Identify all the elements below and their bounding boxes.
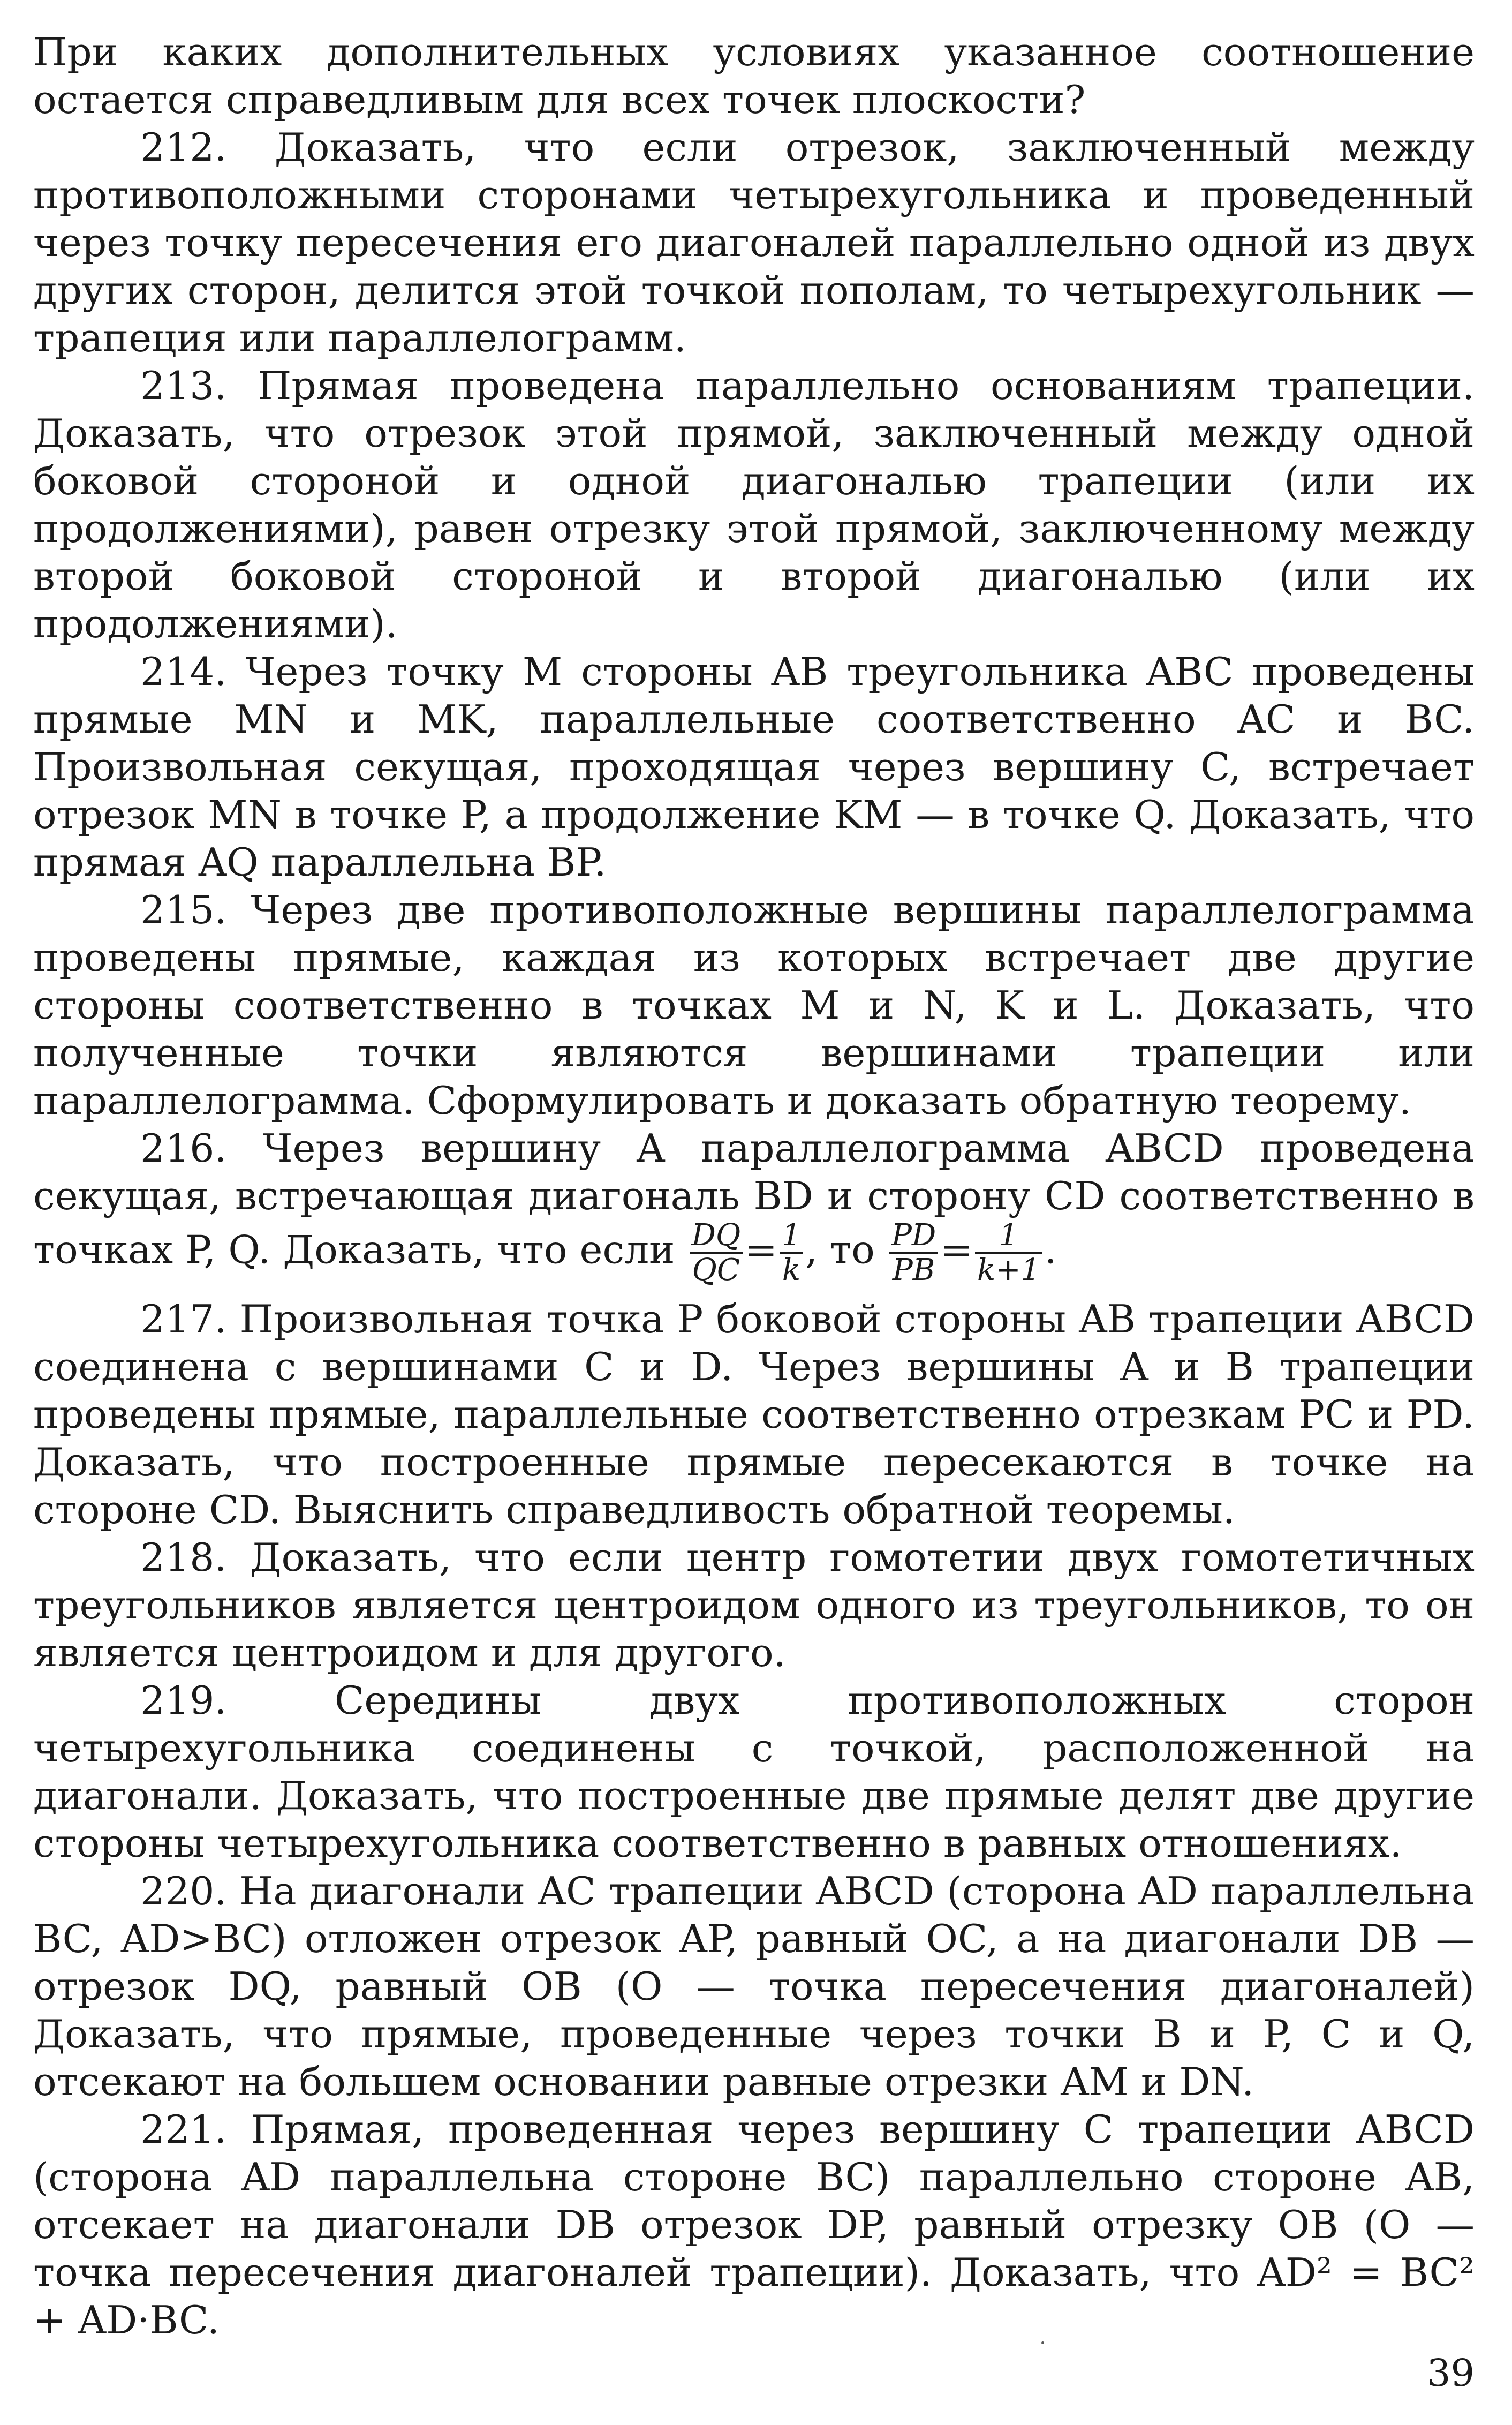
page-body [33,29,1475,2345]
fraction-one-over-k [780,1218,803,1287]
problem-number: 214. [140,650,227,695]
problem-215 [33,887,1475,1125]
page-number: 39 [1426,2351,1475,2395]
problem-213 [33,363,1475,649]
fraction-denominator: PB [892,1252,935,1287]
problem-text-end: . [1044,1227,1057,1273]
problem-219 [33,1677,1475,1868]
problem-number: 220. [140,1869,227,1915]
problem-text: Через точку M стороны AB треугольника ABC проведены прямые MN и MK, параллельные соответственно AC и BC. Произвольная секущая, проходящая через вершину C, встречает отрезок MN в точке P, а продолжение KM — в точке Q. Доказать, что прямая AQ параллельна BP. [33,650,1475,885]
problem-number: 217. [140,1297,227,1343]
problem-text: Доказать, что если центр гомотетии двух гомотетичных треугольников является центроидом одного из треугольников, то он является центроидом и для другого. [33,1535,1475,1676]
fraction-dq-qc [690,1218,743,1287]
print-speck [1041,2341,1044,2344]
problem-220 [33,1868,1475,2106]
fraction-numerator: PD [889,1221,938,1254]
problem-text: Через две противоположные вершины параллелограмма проведены прямые, каждая из которых встречает две другие стороны соответственно в точках M и N, K и L. Доказать, что полученные точки являются вершинами трапеции или параллелограмма. Сформулировать и доказать обратную теорему. [33,888,1475,1124]
equals-sign: = [940,1227,973,1273]
problem-216 [33,1125,1475,1285]
fraction-denominator: k+1 [977,1252,1040,1287]
problem-number: 221. [140,2107,227,2153]
problem-text: Прямая, проведенная через вершину C трапеции ABCD (сторона AD параллельна стороне BC) параллельно стороне AB, отсекает на диагонали DB отрезок DP, равный отрезку OB (O — точка пересечения диагоналей трапеции). Доказать, что AD² = BC² + AD·BC. [33,2107,1475,2344]
problem-text: На диагонали AC трапеции ABCD (сторона AD параллельна BC, AD>BC) отложен отрезок AP, равный OC, а на диагонали DB — отрезок DQ, равный OB (O — точка пересечения диагоналей) Доказать, что прямые, проведенные через точки B и P, C и Q, отсекают на большем основании равные отрезки AM и DN. [33,1869,1475,2105]
problem-text: Через вершину A параллелограмма ABCD проведена секущая, встречающая диагональ BD и сторону CD соответственно в точках P, Q. Доказать, что если [33,1126,1475,1273]
problem-221 [33,2106,1475,2345]
fraction-pd-pb [889,1218,938,1287]
problem-217 [33,1296,1475,1534]
problem-text: Середины двух противоположных сторон четырехугольника соединены с точкой, расположенной на диагонали. Доказать, что построенные две прямые делят две другие стороны четырехугольника соответственно в равных отношениях. [33,1678,1475,1867]
problem-218 [33,1534,1475,1677]
problem-number: 216. [140,1126,227,1171]
problem-number: 215. [140,888,227,933]
equals-sign: = [745,1227,777,1273]
fraction-denominator: QC [692,1252,740,1287]
problem-214 [33,649,1475,887]
problem-212 [33,124,1475,363]
fraction-denominator: k [782,1252,801,1287]
problem-text: Доказать, что если отрезок, заключенный между противоположными сторонами четырехугольника и проведенный через точку пересечения его диагоналей параллельно одной из двух других сторон, делится этой точкой пополам, то четырехугольник — трапеция или параллелограмм. [33,125,1475,361]
problem-text: Произвольная точка P боковой стороны AB трапеции ABCD соединена с вершинами C и D. Через вершины A и B трапеции проведены прямые, параллельные соответственно отрезкам PC и PD. Доказать, что построенные прямые пересекаются в точке на стороне CD. Выяснить справедливость обратной теоремы. [33,1297,1475,1533]
problem-number: 213. [140,364,227,409]
fraction-numerator: 1 [975,1221,1042,1254]
fraction-numerator: DQ [690,1221,743,1254]
problem-text-mid: , то [805,1227,875,1273]
intro-paragraph [33,29,1475,124]
fraction-one-over-k-plus-one [975,1218,1042,1287]
intro-text: При каких дополнительных условиях указанное соотношение остается справедливым для всех точек плоскости? [33,30,1475,123]
problem-text: Прямая проведена параллельно основаниям трапеции. Доказать, что отрезок этой прямой, заключенный между одной боковой стороной и одной диагональю трапеции (или их продолжениями), равен отрезку этой прямой, заключенному между второй боковой стороной и второй диагональю (или их продолжениями). [33,364,1475,647]
fraction-numerator: 1 [780,1221,803,1254]
problem-number: 219. [140,1678,227,1724]
problem-number: 212. [140,125,227,170]
problem-number: 218. [140,1535,227,1581]
